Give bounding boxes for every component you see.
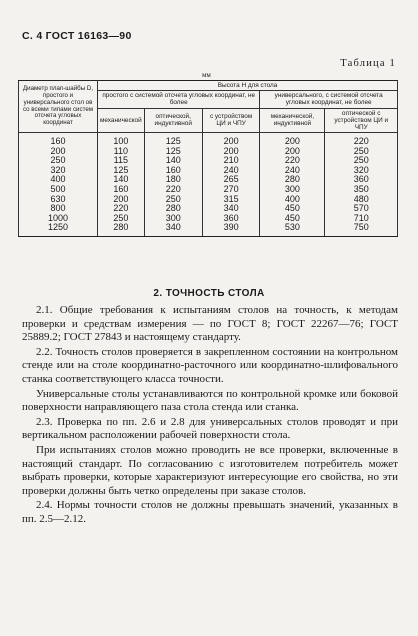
header-group-universal: универсального, с системой отсчета угловых координат, не более <box>260 91 398 108</box>
table-cell: 630 <box>19 195 98 205</box>
table-cell: 360 <box>202 214 260 224</box>
table-row <box>19 204 398 214</box>
subheader-mechanical: механической <box>98 108 145 133</box>
table-row <box>19 223 398 236</box>
table-cell: 480 <box>325 195 398 205</box>
paragraph: Универсальные столы устанавливаются по контрольной кромке или боковой поверхности направляющего паза стола стенда или станка. <box>22 387 398 414</box>
table-cell: 315 <box>202 195 260 205</box>
table-cell: 320 <box>325 166 398 176</box>
table-label: Таблица 1 <box>340 58 396 69</box>
spec-table <box>18 80 398 237</box>
table-cell: 200 <box>98 195 145 205</box>
table-cell: 280 <box>260 175 325 185</box>
table-cell: 1250 <box>19 223 98 236</box>
table-cell: 340 <box>144 223 202 236</box>
unit-label: мм <box>202 71 211 79</box>
table-cell: 140 <box>98 175 145 185</box>
table-row <box>19 156 398 166</box>
table-cell: 450 <box>260 204 325 214</box>
table-cell: 750 <box>325 223 398 236</box>
table-row <box>19 133 398 147</box>
table-cell: 800 <box>19 204 98 214</box>
paragraph: 2.1. Общие требования к испытаниям столов на точность, к методам проверки и средствам измерения — по ГОСТ 8; ГОСТ 22267—76; ГОСТ 25889.2; ГОСТ 27843 и настоящему стандарту. <box>22 304 398 344</box>
table-cell: 210 <box>202 156 260 166</box>
table-cell: 450 <box>260 214 325 224</box>
table-cell: 140 <box>144 156 202 166</box>
table-cell: 200 <box>202 133 260 147</box>
table-cell: 200 <box>260 133 325 147</box>
paragraph: 2.4. Нормы точности столов не должны превышать значений, указанных в пп. 2.5—2.12. <box>22 499 398 525</box>
table-cell: 280 <box>144 204 202 214</box>
table-cell: 115 <box>98 156 145 166</box>
table-cell: 265 <box>202 175 260 185</box>
table-cell: 200 <box>19 147 98 157</box>
subheader-universal-mechanical: механической, индуктивной <box>260 108 325 133</box>
table-cell: 300 <box>144 214 202 224</box>
table-row <box>19 185 398 195</box>
table-cell: 125 <box>98 166 145 176</box>
paragraph: 2.3. Проверка по пп. 2.6 и 2.8 для универсальных столов проводят и при вертикальном расположении рабочей поверхности стола. <box>22 415 398 442</box>
table-cell: 390 <box>202 223 260 236</box>
table-row <box>19 214 398 224</box>
page-header: С. 4 ГОСТ 16163—90 <box>22 30 132 42</box>
section-body <box>22 304 398 528</box>
table-row <box>19 195 398 205</box>
table-cell: 250 <box>325 156 398 166</box>
table-cell: 320 <box>19 166 98 176</box>
paragraph: 2.2. Точность столов проверяется в закрепленном состоянии на контрольном стенде или на столе координатно-расточного или координатно-шлифовального станка соответствующего класса точности. <box>22 345 398 385</box>
header-diameter: Диаметр плап-шайбы D, простого и универсального стол ов со всеми типами систем отсчета угловых координат <box>19 81 98 133</box>
table-cell: 350 <box>325 185 398 195</box>
table-row <box>19 166 398 176</box>
section-heading: 2. ТОЧНОСТЬ СТОЛА <box>153 288 265 299</box>
header-group-simple: простого с системой отсчета угловых координат, не более <box>98 91 260 108</box>
table-cell: 160 <box>19 133 98 147</box>
table-cell: 220 <box>325 133 398 147</box>
table-row <box>19 175 398 185</box>
table-cell: 300 <box>260 185 325 195</box>
table-cell: 280 <box>98 223 145 236</box>
table-cell: 250 <box>325 147 398 157</box>
table-cell: 125 <box>144 147 202 157</box>
table-cell: 570 <box>325 204 398 214</box>
table-cell: 710 <box>325 214 398 224</box>
table-cell: 160 <box>144 166 202 176</box>
table-cell: 220 <box>144 185 202 195</box>
subheader-universal-optical: оптической с устройством ЦИ и ЧПУ <box>325 108 398 133</box>
table-cell: 1000 <box>19 214 98 224</box>
table-cell: 125 <box>144 133 202 147</box>
table-cell: 240 <box>260 166 325 176</box>
table-cell: 240 <box>202 166 260 176</box>
table-cell: 220 <box>260 156 325 166</box>
table-cell: 200 <box>202 147 260 157</box>
header-height: Высота H для стола <box>98 81 398 91</box>
table-cell: 100 <box>98 133 145 147</box>
subheader-optical: оптической, индуктивной <box>144 108 202 133</box>
table-cell: 180 <box>144 175 202 185</box>
table-cell: 160 <box>98 185 145 195</box>
table-cell: 110 <box>98 147 145 157</box>
table-row <box>19 147 398 157</box>
table-cell: 250 <box>98 214 145 224</box>
subheader-digital: с устройством ЦИ и ЧПУ <box>202 108 260 133</box>
table-cell: 220 <box>98 204 145 214</box>
table-cell: 500 <box>19 185 98 195</box>
table-cell: 270 <box>202 185 260 195</box>
table-cell: 200 <box>260 147 325 157</box>
table-cell: 530 <box>260 223 325 236</box>
table-cell: 340 <box>202 204 260 214</box>
table-cell: 360 <box>325 175 398 185</box>
table-cell: 400 <box>19 175 98 185</box>
table-cell: 250 <box>144 195 202 205</box>
table-cell: 400 <box>260 195 325 205</box>
paragraph: При испытаниях столов можно проводить не все проверки, включенные в настоящий стандарт. По согласованию с изготовителем потребитель может выбрать проверки, которые характеризуют интересующие его свойства, но эти проверки должны быть четко определены при заказе столов. <box>22 443 398 497</box>
table-cell: 250 <box>19 156 98 166</box>
